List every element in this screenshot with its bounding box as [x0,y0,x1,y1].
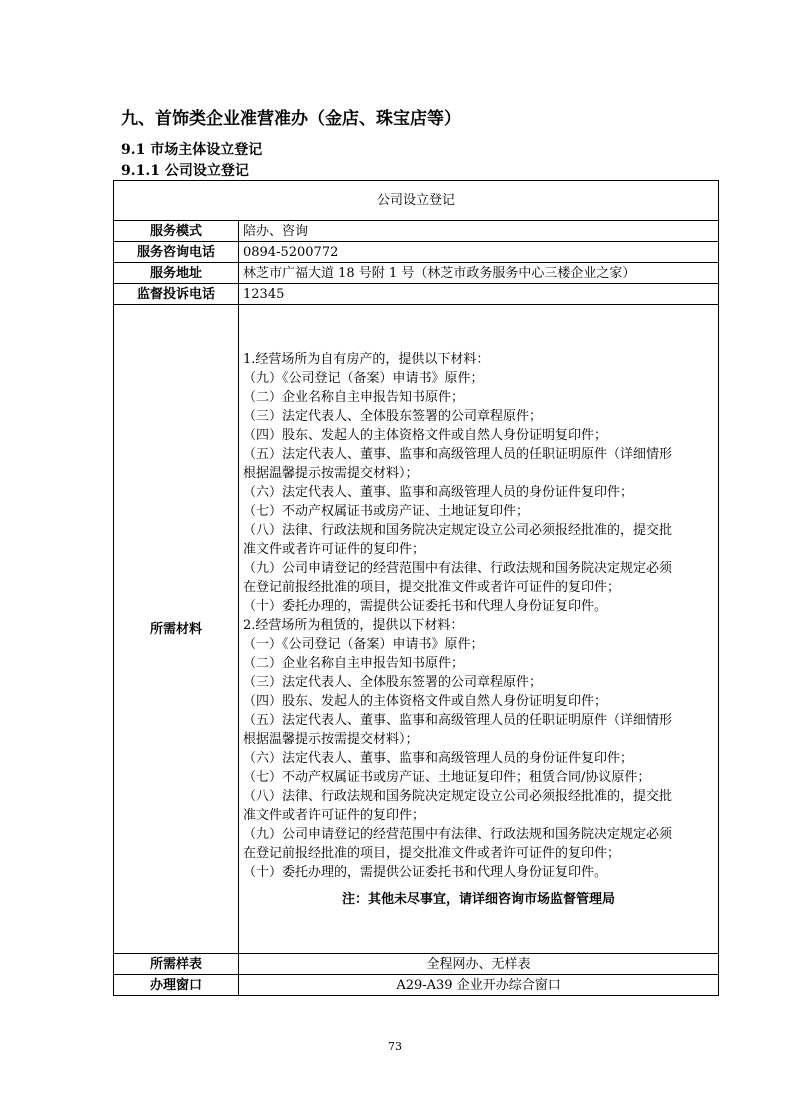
materials-label: 所需材料 [114,305,239,954]
material-line: （六）法定代表人、董事、监事和高级管理人员的身份证件复印件； [243,750,634,766]
forms-label: 所需样表 [114,954,239,975]
material-line: （九）《公司登记（备案）申请书》原件； [243,370,484,386]
complaint-label: 监督投诉电话 [114,284,239,305]
material-line: （九）公司申请登记的经营范围中有法律、行政法规和国务院决定规定必须 [243,826,673,842]
service-mode-value: 陪办、咨询 [239,221,719,242]
forms-value: 全程网办、无样表 [239,954,719,975]
material-line: （十）委托办理的，需提供公证委托书和代理人身份证复印件。 [243,864,608,880]
table-title: 公司设立登记 [114,181,719,221]
table-row [114,954,719,975]
complaint-value: 12345 [239,284,719,305]
table-row [114,221,719,242]
material-line: 2.经营场所为租赁的，提供以下材料： [243,617,464,633]
material-line: （十）委托办理的，需提供公证委托书和代理人身份证复印件。 [243,598,608,614]
page-number: 73 [388,1040,402,1053]
material-line: 根据温馨提示按需提交材料）； [243,731,419,747]
material-line: （三）法定代表人、全体股东签署的公司章程原件； [243,674,543,690]
material-line: （一）《公司登记（备案）申请书》原件； [243,636,484,652]
material-line: （五）法定代表人、董事、监事和高级管理人员的任职证明原件（详细情形 [243,712,673,728]
material-line: （五）法定代表人、董事、监事和高级管理人员的任职证明原件（详细情形 [243,446,673,462]
material-line: （二）企业名称自主申报告知书原件； [243,389,465,405]
material-line: 在登记前报经批准的项目，提交批准文件或者许可证件的复印件； [243,579,621,595]
registration-table [113,180,719,996]
material-line: 准文件或者许可证件的复印件； [243,807,426,823]
material-line: 根据温馨提示按需提交材料）； [243,465,419,481]
materials-list [243,350,714,882]
table-row [114,305,719,954]
material-line: （二）企业名称自主申报告知书原件； [243,655,465,671]
address-value: 林芝市广福大道 18 号附 1 号（林芝市政务服务中心三楼企业之家） [239,263,719,284]
material-line: （七）不动产权属证书或房产证、土地证复印件；租赁合同/协议原件； [243,769,651,785]
table-row [114,975,719,996]
subsubsection-heading: 9.1.1 公司设立登记 [121,163,249,179]
material-line: 准文件或者许可证件的复印件； [243,541,426,557]
material-line: 1.经营场所为自有房产的，提供以下材料： [243,351,490,367]
materials-note: 注：其他未尽事宜，请详细咨询市场监督管理局 [342,891,616,907]
material-line: （三）法定代表人、全体股东签署的公司章程原件； [243,408,543,424]
materials-cell [239,305,719,954]
table-row [114,242,719,263]
window-label: 办理窗口 [114,975,239,996]
hotline-label: 服务咨询电话 [114,242,239,263]
window-value: A29-A39 企业开办综合窗口 [239,975,719,996]
material-line: （八）法律、行政法规和国务院决定规定设立公司必须报经批准的，提交批 [243,522,673,538]
table-row [114,263,719,284]
table-row [114,284,719,305]
subsection-heading: 9.1 市场主体设立登记 [121,142,263,158]
material-line: （八）法律、行政法规和国务院决定规定设立公司必须报经批准的，提交批 [243,788,673,804]
material-line: （四）股东、发起人的主体资格文件或自然人身份证明复印件； [243,693,608,709]
hotline-value: 0894-5200772 [239,242,719,263]
section-heading: 九、首饰类企业准营准办（金店、珠宝店等） [121,109,461,129]
address-label: 服务地址 [114,263,239,284]
material-line: （九）公司申请登记的经营范围中有法律、行政法规和国务院决定规定必须 [243,560,673,576]
service-mode-label: 服务模式 [114,221,239,242]
material-line: （四）股东、发起人的主体资格文件或自然人身份证明复印件； [243,427,608,443]
material-line: （六）法定代表人、董事、监事和高级管理人员的身份证件复印件； [243,484,634,500]
material-line: 在登记前报经批准的项目，提交批准文件或者许可证件的复印件； [243,845,621,861]
material-line: （七）不动产权属证书或房产证、土地证复印件； [243,503,530,519]
